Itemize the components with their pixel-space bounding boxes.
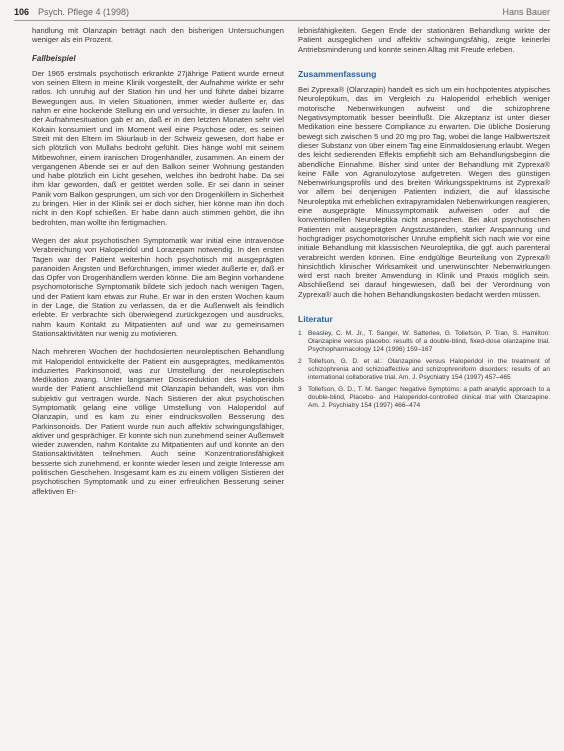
case-heading: Fallbeispiel [32, 53, 76, 63]
author-name: Hans Bauer [502, 7, 550, 17]
reference-list [298, 330, 550, 410]
page-header [14, 7, 550, 21]
page-number: 106 [14, 7, 30, 17]
right-column [298, 26, 550, 414]
case-paragraph-3: Nach mehreren Wochen der hochdosierten neuroleptischen Behandlung mit Haloperidol entwickelte der Patient ein ausgeprägtes, medikamentös induziertes Parkinsonoid, was zur Umstellung der neuroleptischen Medikation zwang. Unter langsamer Dosisreduktion des Haloperidols wurde der Patient anschließend mit Olanzapin behandelt, was von ihm subjektiv gut vertragen wurde. Nach Sistieren der akut psychotischen Symptomatik gelang eine völlige Umstellung von Haloperidol auf Olanzapin, und es kam zu einer eindrucksvollen Besserung des Parkinsonoids. Der Patient wurde nun auch affektiv schwingungsfähiger, aktiver und gesprächiger. Er konnte sich nun zunehmend seiner Außenwelt wieder zuwenden, nahm Kontakte zu Mitpatienten auf und konnte an den Stationsaktivitäten teilnehmen. Auch seine Konzentrationsfähigkeit besserte sich zunehmend, er konnte wieder lesen und zeigte Interesse am politischen Geschehen. Insgesamt kam es zu einem völligen Sistieren der psychotischen Symptomatik und zu einer erfreulichen Besserung seiner affektiven Er- [32, 347, 285, 496]
left-column [32, 26, 284, 505]
summary-paragraph: Bei Zyprexa® (Olanzapin) handelt es sich um ein hochpotentes atypisches Neuroleptikum, das im Vergleich zu Haloperidol erheblich weniger motorische Nebenwirkungen aufweist und die schizophrene Negativsymptomatik besser beeinflußt. Die Akzeptanz ist unter dieser Medikation eine bessere Compliance zu erwarten. Die übliche Dosierung bewegt sich zwischen 5 und 20 mg pro Tag, wobei die lange Halbwertszeit dieser Substanz von über einem Tag eine Einmaldosierung erlaubt. Wegen des leicht sedierenden Effekts empfiehlt sich am Behandlungsbeginn die abendliche Einnahme. Bisher sind unter der Behandlung mit Zyprexa® keine Fälle von Agranulozytose aufgetreten. Wegen des günstigen Nebenwirkungsprofils und des breiten Wirkungsspektrums ist Zyprexa® vor allem bei denjenigen Patienten indiziert, die auf klassische Neuroleptika mit erheblichen extrapyramidalen Nebenwirkungen reagieren, eine ausgeprägte Minussymptomatik aufweisen oder auf die konventionellen Neuroleptika nicht ansprechen. Bei akut psychotischen Patienten mit ausgeprägten Angstzuständen, starker Anspannung und hochgradiger psychomotorischer Unruhe empfiehlt sich nach wie vor eine initiale Behandlung mit klassischen Neuroleptika, die ggf. auch parenteral verabreicht werden können. Eine endgültige Beurteilung von Zyprexa® hinsichtlich klinischer Wirksamkeit und unerwünschter Nebenwirkungen wird erst nach breiter Anwendung in Klinik und Praxis möglich sein. Abschließend sei darauf hingewiesen, daß bei der Verordnung von Zyprexa® auch die hohen Behandlungskosten bedacht werden müssen. [298, 85, 550, 299]
summary-heading: Zusammenfassung [298, 68, 377, 79]
case-paragraph-2: Wegen der akut psychotischen Symptomatik war initial eine intravenöse Verabreichung von Haloperidol und Lorazepam notwendig. In den ersten Tagen war der Patient weiterhin hoch psychotisch mit ausgeprägten paranoiden Ängsten und Befürchtungen, immer wieder äußerte er, daß er das Opfer von Drogenhändlern werden könne. Die am Beginn vorhandene psychomotorische Symptomatik bildete sich jedoch nach wenigen Tagen, und der Patient kam etwas zur Ruhe. Er war in den ersten Wochen kaum in der Lage, die Station zu verlassen, da er die Außenwelt als feindlich erlebte. Er verbrachte sich überwiegend zurückgezogen und ausdrucks, nahm kaum Kontakt zu Mitpatienten auf und war zu gemeinsamen Stationsaktivitäten nur wenig zu motivieren. [32, 235, 284, 338]
reference-text: Tollefson, G. D., T. M. Sanger: Negative Symptoms: a path analytic approach to a double-blind, Placebo- and Haloperidol-controlled clinical trial with Olanzapine. Am. J. Psychiatry 154 (1997) 466–474 [308, 386, 550, 410]
reference-item [298, 330, 550, 354]
reference-text: Tollefson, G. D. et al.: Olanzapine versus Haloperidol in the treatment of schizophrenia and schizoaffective and schizophreniform disorders: results of an international collaborative trial. Am. J. Psychiatry 154 (1997) 457–465 [308, 358, 550, 382]
reference-text: Beasley, C. M. Jr., T. Sanger, W. Satterlee, G. Tollefson, P. Tran, S. Hamilton: Olanzapine versus placebo: results of a double-blind, fixed-dose olanzapine trial. Psychopharmacology 124 (1996) 159–167 [308, 330, 550, 354]
reference-number: 2 [298, 358, 302, 366]
literature-heading: Literatur [298, 314, 333, 325]
continuation-paragraph: lebnisfähigkeiten. Gegen Ende der stationären Behandlung wirkte der Patient ausgeglichen und affektiv schwingungsfähig, zeigte keinerlei Antriebsminderung und konnte seinen Alltag mit Freude erleben. [298, 26, 550, 54]
reference-number: 3 [298, 386, 302, 394]
reference-item [298, 386, 550, 410]
case-paragraph-1: Der 1965 erstmals psychotisch erkrankte 27jährige Patient wurde erneut von seinen Eltern in meine Klinik vorgestellt, der Aufnahme wirkte er sehr ratlos. Ich unruhig auf der Station hin und her und führte dabei bizarre Bewegungen aus. In vielen Situationen, immer wieder äußerte er, das nahm er eine hockende Stellung ein und versuchte, in dieser zu laufen. In der Aufnahmesituation gab er an, daß er in den letzten Monaten sehr viel Kokain konsumiert und im Moment weil eine Psychose oder, es seinen Streit mit den Eltern im Skiurlaub in der Schweiz gewesen, dort habe er sich plötzlich von Mullahs bedroht gefühlt. Dies hänge wohl mit seinem Mitbewohner, einem iranischen Drogenhändler, zusammen. An einem der vergangenen Abende sei er auf den Balkon seiner Wohnung gestanden und habe plötzlich ein Licht gesehen, welches ihn bedroht habe. Da sei ihm klar geworden, daß er getötet werden solle. Er sei dann in seiner Panik vom Balkon gesprungen, um sich vor den Drogenkillern in Sicherheit zu bringen. Hier in der Klinik sei er doch sicher, hier könne man ihn doch nicht in den Kopf schießen. Er habe dann auch stimmen gehört, die ihn bedrohten, man wollte ihn fertigmachen. [32, 68, 284, 227]
reference-number: 1 [298, 330, 302, 338]
journal-reference: Psych. Pflege 4 (1998) [38, 7, 130, 17]
header-rule [14, 20, 550, 21]
intro-paragraph: handlung mit Olanzapin beträgt nach den bisherigen Untersuchungen weniger als ein Prozent. [32, 26, 284, 45]
reference-item [298, 358, 550, 382]
